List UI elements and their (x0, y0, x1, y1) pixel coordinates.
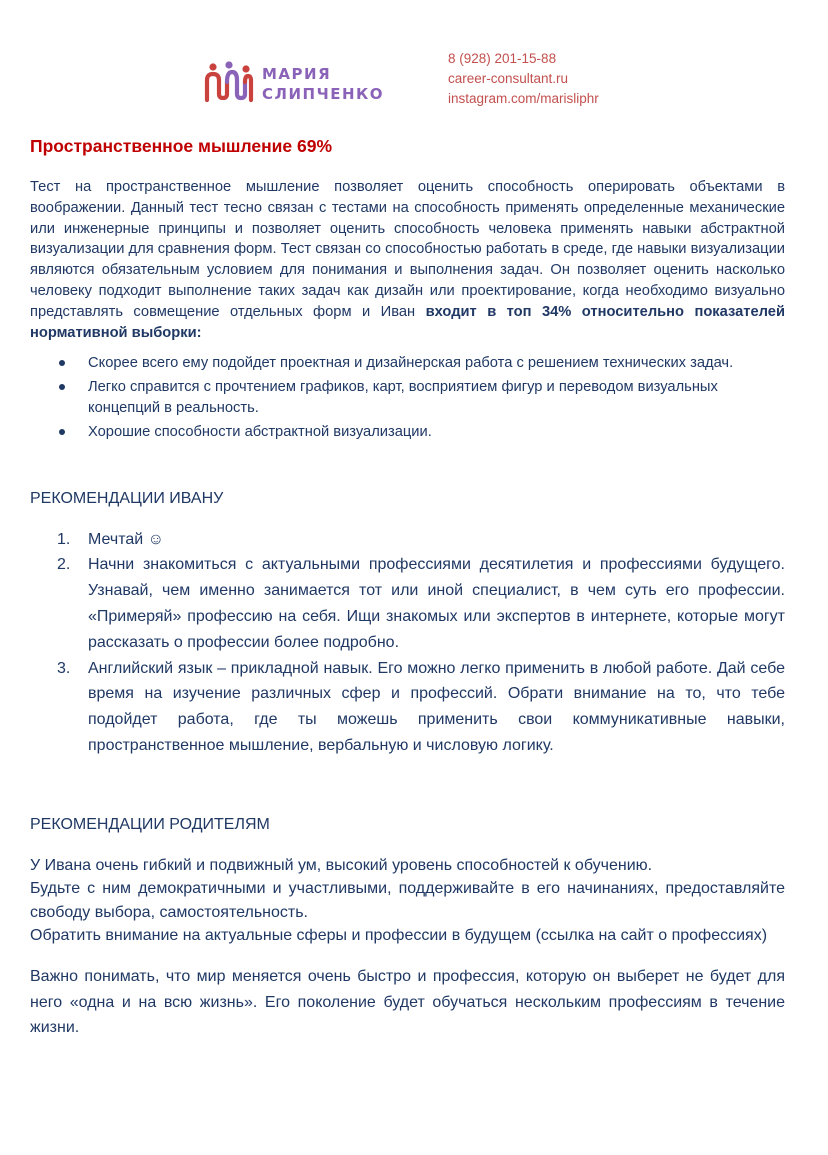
people-logo-icon (204, 60, 254, 104)
ivan-recommendations-list (30, 527, 785, 759)
list-number: 2. (57, 556, 71, 574)
list-item-text: Мечтай ☺ (88, 530, 164, 548)
parents-closing-note: Важно понимать, что мир меняется очень быстро и профессия, которую он выберет не будет для него «одна и на всю жизнь». Его поколение будет обучаться нескольким профессиям в течение жизни. (30, 967, 785, 1037)
phone-number[interactable]: 8 (928) 201-15-88 (448, 51, 557, 66)
list-item-text: Легко справится с прочтением графиков, карт, восприятием фигур и переводом визуальных концепций в реальность. (88, 379, 718, 416)
parents-advice-line: У Ивана очень гибкий и подвижный ум, высокий уровень способностей к обучению. (30, 856, 653, 874)
parents-advice-line: Будьте с ним демократичными и участливыми, поддерживайте в его начинаниях, предоставляйте свободу выбора, самостоятельность. (30, 880, 785, 921)
spatial-description (30, 177, 785, 343)
list-number: 1. (57, 530, 71, 548)
list-item (30, 552, 785, 655)
list-item-text: Начни знакомиться с актуальными профессиями десятилетия и профессиями будущего. Узнавай, чем именно занимается тот или иной специалист, в чем суть его профессии. «Примеряй» профессию на себя. Ищи знакомых или экспертов в интернете, которые могут рассказать о профессии более подробно. (88, 556, 785, 651)
brand-first-name: МАРИЯ (262, 65, 332, 83)
spatial-description-text: Тест на пространственное мышление позволяет оценить способность оперировать объектами в воображении. Данный тест тесно связан с тестами на способность применять определенные механические или инженерные принципы и позволяет оценить способность человека применять навыки абстрактной визуализации для сравнения форм. Тест связан со способностью работать в среде, где навыки визуализации являются обязательным условием для понимания и выполнения задач. Он позволяет оценить насколько человеку подходит выполнение таких задач как дизайн или проектирование, когда необходимо визуально представлять совмещение отдельных форм и Иван (30, 179, 785, 320)
spatial-conclusions-list (30, 353, 785, 442)
list-item (30, 527, 785, 553)
list-item (30, 377, 785, 419)
bullet-icon (59, 384, 65, 390)
section-title-spatial: Пространственное мышление 69% (30, 136, 333, 156)
list-item-text: Хорошие способности абстрактной визуализации. (88, 423, 432, 440)
list-number: 3. (57, 659, 71, 677)
brand-last-name: СЛИПЧЕНКО (262, 85, 385, 103)
brand-name (262, 64, 384, 104)
heading-recommendations-ivan: РЕКОМЕНДАЦИИ ИВАНУ (30, 489, 224, 507)
bullet-icon (59, 360, 65, 366)
list-item-text: Английский язык – прикладной навык. Его можно легко применить в любой работе. Дай себе время на изучение различных сфер и профессий. Обрати внимание на то, что тебе подойдет работа, где ты можешь применить свои коммуникативные навыки, пространственное мышление, вербальную и числовую логику. (88, 659, 785, 754)
report-content (30, 134, 785, 1041)
list-item (30, 656, 785, 759)
website-link[interactable]: career-consultant.ru (448, 71, 569, 86)
list-item (30, 353, 785, 374)
parents-advice (30, 854, 785, 948)
list-item (30, 422, 785, 443)
list-item-text: Скорее всего ему подойдет проектная и дизайнерская работа с решением технических задач. (88, 355, 734, 372)
parents-advice-line: Обратить внимание на актуальные сферы и профессии в будущем (ссылка на сайт о профессиях) (30, 927, 768, 945)
spatial-description-highlight: входит в топ 34% относительно показателей нормативной выборки: (30, 303, 785, 341)
letterhead (0, 0, 828, 120)
heading-recommendations-parents: РЕКОМЕНДАЦИИ РОДИТЕЛЯМ (30, 815, 270, 833)
contact-info (448, 49, 599, 109)
instagram-link[interactable]: instagram.com/marisliphr (448, 91, 599, 106)
bullet-icon (59, 429, 65, 435)
